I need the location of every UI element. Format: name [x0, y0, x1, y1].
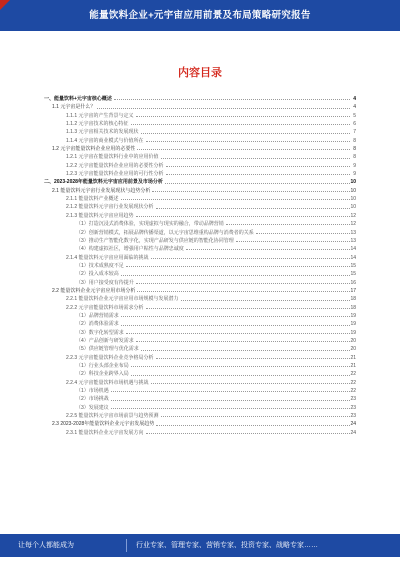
toc-entry[interactable]: [44, 329, 356, 337]
toc-entry[interactable]: [44, 295, 356, 303]
toc-entry[interactable]: [44, 145, 356, 153]
toc-entry-page: 10: [350, 196, 356, 203]
toc-entry-page: 19: [350, 329, 356, 336]
toc-entry[interactable]: [44, 170, 356, 178]
toc-entry[interactable]: [44, 112, 356, 120]
toc-heading: 内容目录: [178, 67, 222, 79]
toc-entry-label: 一、能量饮料+元宇宙核心概述: [44, 96, 112, 102]
toc-entry-label: 2.1.2 能量饮料元宇宙行业发展现状分析: [66, 204, 154, 211]
toc-entry-label: （2）消费体验需求: [76, 321, 119, 328]
toc-entry-label: 2.1 能量饮料元宇宙行业发展现状与趋势分析: [52, 187, 151, 194]
toc-entry-page: 12: [350, 212, 356, 219]
toc-leader-dots: [186, 249, 350, 250]
toc-entry-page: 10: [350, 204, 356, 211]
toc-entry-page: 9: [353, 171, 356, 178]
toc-entry[interactable]: [44, 245, 356, 253]
toc-entry[interactable]: [44, 254, 356, 262]
toc-entry[interactable]: [44, 153, 356, 161]
toc-leader-dots: [111, 408, 350, 409]
toc-entry[interactable]: [44, 370, 356, 378]
toc-entry[interactable]: [44, 312, 356, 320]
toc-entry-page: 15: [350, 262, 356, 269]
toc-entry-page: 22: [350, 371, 356, 378]
footer-slogan: 让每个人都能成为: [18, 542, 74, 549]
footer-edge: [0, 557, 400, 565]
toc-entry[interactable]: [44, 187, 356, 195]
toc-entry-page: 14: [350, 246, 356, 253]
toc-entry-label: 2.2.3 元宇宙能量饮料企业竞争格局分析: [66, 354, 154, 361]
toc-entry[interactable]: [44, 229, 356, 237]
toc-entry[interactable]: [44, 128, 356, 136]
toc-leader-dots: [121, 325, 350, 326]
toc-entry[interactable]: [44, 195, 356, 203]
toc-entry[interactable]: [44, 337, 356, 345]
toc-entry-label: 2.2.1 能量饮料企业元宇宙应用市场规模与发展潜力: [66, 296, 179, 303]
toc-entry-page: 14: [350, 254, 356, 261]
toc-entry-page: 16: [350, 279, 356, 286]
toc-entry-page: 19: [350, 312, 356, 319]
toc-leader-dots: [146, 141, 350, 142]
toc-leader-dots: [136, 116, 350, 117]
toc-entry-page: 8: [353, 154, 356, 161]
toc-entry-page: 4: [353, 104, 356, 111]
footer-divider: [126, 539, 127, 552]
toc-leader-dots: [97, 108, 350, 109]
toc-leader-dots: [151, 258, 350, 259]
toc-entry[interactable]: [44, 320, 356, 328]
toc-entry-label: 2.2.5 能量饮料元宇宙市场前景与趋势预测: [66, 413, 159, 420]
toc-entry-label: 1.1.4 元宇宙的商业模式与价值所在: [66, 137, 144, 144]
toc-entry-label: 2.1.3 能量饮料元宇宙应用趋势: [66, 212, 134, 219]
toc-entry[interactable]: [44, 404, 356, 412]
toc-entry-label: 1.1.1 元宇宙的产生背景与定义: [66, 112, 134, 119]
toc-leader-dots: [156, 425, 350, 426]
toc-leader-dots: [146, 433, 350, 434]
toc-leader-dots: [151, 383, 350, 384]
toc-leader-dots: [226, 224, 350, 225]
toc-entry[interactable]: [44, 395, 356, 403]
toc-entry-label: 2.1.4 能量饮料元宇宙应用面临的挑战: [66, 254, 149, 261]
toc-entry-label: （2）创新营销模式，拓展品牌传播渠道，以元宇宙思维重构品牌与消费者的关系: [76, 229, 254, 236]
toc-entry-label: 1.2 元宇宙能量饮料企业应用的必要性: [52, 146, 136, 153]
toc-entry-page: 6: [353, 121, 356, 128]
toc-leader-dots: [137, 149, 350, 150]
toc-entry[interactable]: [44, 203, 356, 211]
toc-entry-label: （3）数字化转型需求: [76, 329, 124, 336]
toc-entry-label: 1.2.2 元宇宙能量饮料企业应用的必要性分析: [66, 162, 164, 169]
toc-entry-page: 4: [353, 96, 356, 102]
toc-entry[interactable]: [44, 429, 356, 437]
footer-roles: 行业专家、管理专家、营销专家、投资专家、战略专家……: [136, 542, 318, 549]
toc-leader-dots: [131, 366, 350, 367]
toc-leader-dots: [161, 416, 350, 417]
toc-entry-label: （1）行业头部企业布局: [76, 363, 129, 369]
toc-entry-label: 1.1.3 元宇宙相关技术的发展现状: [66, 129, 139, 136]
toc-entry-page: 22: [350, 388, 356, 395]
toc-entry-label: （1）品牌营销需求: [76, 312, 119, 319]
toc-entry-page: 23: [350, 396, 356, 403]
toc-entry-page: 13: [350, 229, 356, 236]
toc-entry[interactable]: [44, 304, 356, 312]
toc-entry-label: （1）市场机遇: [76, 388, 109, 395]
toc-entry-page: 23: [350, 413, 356, 420]
toc-entry-page: 12: [350, 221, 356, 228]
toc-entry[interactable]: [44, 178, 356, 186]
toc-entry-label: （3）推动生产智能化数字化，实现产品研发与供应链的智能化协同管理: [76, 237, 234, 244]
toc-entry-page: 7: [353, 129, 356, 136]
toc-leader-dots: [236, 241, 350, 242]
toc-entry-label: 2.3.1 能量饮料企业元宇宙发展方向: [66, 429, 144, 436]
toc-entry-page: 9: [353, 162, 356, 169]
toc-entry-page: 24: [350, 421, 356, 428]
toc-entry-label: 2.2 能量饮料企业元宇宙应用市场分析: [52, 287, 136, 294]
toc-entry-page: 18: [350, 304, 356, 311]
toc-leader-dots: [136, 283, 350, 284]
toc-leader-dots: [165, 183, 350, 184]
toc-leader-dots: [156, 358, 350, 359]
toc-entry-page: 20: [350, 346, 356, 353]
toc-entry-page: 23: [350, 404, 356, 411]
toc-entry[interactable]: [44, 362, 356, 370]
toc-entry-label: 2.2.4 元宇宙能量饮料市场机遇与挑战: [66, 379, 149, 386]
toc-entry[interactable]: [44, 212, 356, 220]
toc-leader-dots: [136, 216, 350, 217]
toc-entry[interactable]: [44, 387, 356, 395]
toc-entry[interactable]: [44, 354, 356, 362]
toc-leader-dots: [256, 233, 350, 234]
toc-entry[interactable]: [44, 270, 356, 278]
toc-leader-dots: [137, 291, 350, 292]
toc-leader-dots: [166, 166, 350, 167]
toc-entry-label: 1.2.1 元宇宙在能量饮料行业中的应用价值: [66, 154, 159, 161]
toc-entry[interactable]: [44, 120, 356, 128]
toc-entry-label: （2）科技企业跨界入局: [76, 371, 129, 378]
table-of-contents: [44, 95, 356, 437]
toc-leader-dots: [131, 124, 350, 125]
toc-entry-page: 15: [350, 271, 356, 278]
toc-leader-dots: [121, 199, 350, 200]
toc-entry[interactable]: [44, 420, 356, 428]
toc-entry[interactable]: [44, 237, 356, 245]
toc-leader-dots: [121, 316, 350, 317]
toc-entry[interactable]: [44, 379, 356, 387]
toc-leader-dots: [152, 191, 350, 192]
toc-entry[interactable]: [44, 162, 356, 170]
toc-entry-label: 1.1 元宇宙是什么？: [52, 104, 96, 111]
toc-leader-dots: [141, 133, 350, 134]
toc-entry-page: 21: [350, 363, 356, 369]
toc-leader-dots: [161, 158, 350, 159]
toc-entry-page: 21: [350, 354, 356, 361]
toc-entry-page: 8: [353, 137, 356, 144]
toc-entry-label: 2.3 2023-2028年能量饮料企业元宇宙发展趋势: [52, 421, 155, 428]
toc-leader-dots: [126, 266, 350, 267]
toc-leader-dots: [181, 300, 350, 301]
toc-entry-page: 20: [350, 337, 356, 344]
toc-entry-label: （2）市场挑战: [76, 396, 109, 403]
toc-leader-dots: [126, 333, 350, 334]
toc-leader-dots: [121, 275, 350, 276]
toc-leader-dots: [166, 174, 350, 175]
toc-entry[interactable]: [44, 279, 356, 287]
toc-entry-page: 5: [353, 112, 356, 119]
document-title: 能量饮料企业+元宇宙应用前景及布局策略研究报告: [89, 10, 311, 21]
toc-entry-page: 19: [350, 321, 356, 328]
toc-entry-label: （2）投入成本较高: [76, 271, 119, 278]
toc-entry-page: 10: [350, 187, 356, 194]
toc-entry[interactable]: [44, 287, 356, 295]
toc-entry-label: 1.1.2 元宇宙技术的核心特征: [66, 121, 129, 128]
toc-entry-label: 1.2.3 元宇宙能量饮料企业应用的可行性分析: [66, 171, 164, 178]
toc-entry[interactable]: [44, 95, 356, 103]
toc-entry-label: 2.1.1 能量饮料产业概述: [66, 196, 119, 203]
toc-leader-dots: [146, 308, 350, 309]
toc-entry-label: 2.2.2 元宇宙能量饮料市场需求分析: [66, 304, 144, 311]
toc-entry-label: （4）构建虚拟社区，增强用户粘性与品牌忠诚度: [76, 246, 184, 253]
toc-entry-label: （3）用户接受度有待提升: [76, 279, 134, 286]
toc-leader-dots: [131, 375, 350, 376]
toc-entry[interactable]: [44, 137, 356, 145]
toc-entry-page: 13: [350, 237, 356, 244]
toc-leader-dots: [114, 99, 350, 100]
toc-entry-page: 24: [350, 429, 356, 436]
toc-leader-dots: [136, 341, 350, 342]
toc-entry-label: （1）技术成熟度不足: [76, 262, 124, 269]
toc-entry-page: 8: [353, 146, 356, 153]
toc-leader-dots: [156, 208, 350, 209]
toc-leader-dots: [111, 400, 350, 401]
toc-entry-label: （4）产品创新与研发需求: [76, 337, 134, 344]
toc-entry-page: 18: [350, 296, 356, 303]
toc-entry-page: 10: [350, 179, 356, 186]
toc-entry[interactable]: [44, 220, 356, 228]
toc-entry-label: 二、2023-2028年能量饮料元宇宙应用前景及市场分析: [44, 179, 163, 186]
toc-entry[interactable]: [44, 412, 356, 420]
toc-entry[interactable]: [44, 103, 356, 111]
toc-leader-dots: [141, 350, 350, 351]
toc-entry-label: （5）供应链管理与优化需求: [76, 346, 139, 353]
toc-entry-label: （1）打造沉浸式消费体验，实现虚拟与现实的融合，带动品牌营销: [76, 221, 224, 228]
footer-bar: [0, 534, 400, 557]
toc-entry-page: 22: [350, 379, 356, 386]
toc-entry[interactable]: [44, 262, 356, 270]
toc-entry-label: （3）发展建议: [76, 404, 109, 411]
toc-entry-page: 17: [350, 287, 356, 294]
toc-entry[interactable]: [44, 345, 356, 353]
toc-leader-dots: [111, 391, 350, 392]
